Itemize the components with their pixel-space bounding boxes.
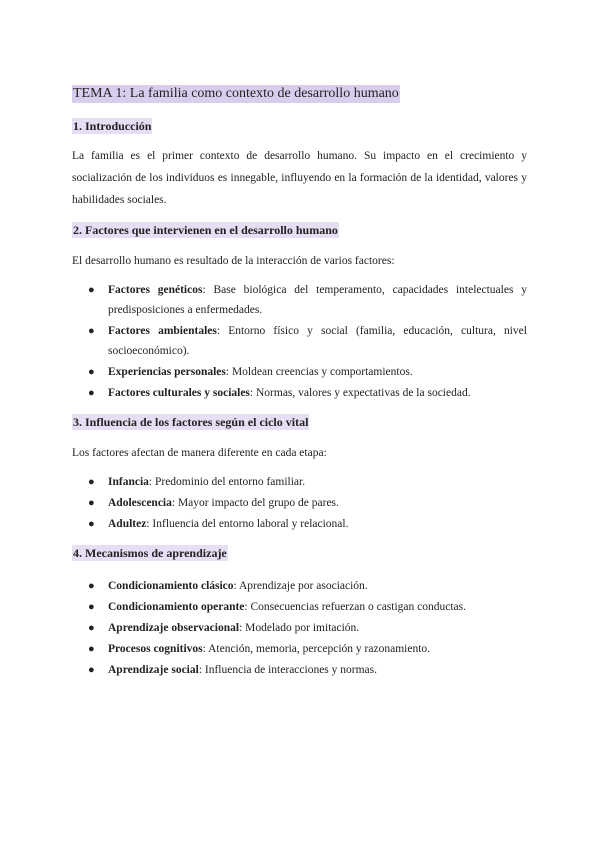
list-item-term: Adolescencia bbox=[108, 497, 172, 509]
document-content bbox=[72, 84, 527, 681]
list-item-text: : Moldean creencias y comportamientos. bbox=[225, 366, 413, 378]
bullet-icon: ● bbox=[88, 387, 95, 399]
section-heading-factores: 2. Factores que intervienen en el desarrollo humano bbox=[73, 223, 338, 237]
section-paragraph: El desarrollo humano es resultado de la interacción de varios factores: bbox=[72, 255, 395, 267]
bullet-icon: ● bbox=[88, 325, 95, 337]
section-heading-mecanismos: 4. Mecanismos de aprendizaje bbox=[73, 546, 227, 560]
list-item bbox=[72, 660, 527, 680]
list-item-term: Condicionamiento clásico bbox=[108, 580, 234, 592]
list-item bbox=[72, 383, 527, 403]
list-item bbox=[72, 618, 527, 638]
list-item-term: Factores genéticos bbox=[108, 284, 203, 296]
list-item bbox=[72, 321, 527, 361]
list-item-term: Aprendizaje social bbox=[108, 664, 199, 676]
list-item-term: Factores culturales y sociales bbox=[108, 387, 250, 399]
list-item-text: : Normas, valores y expectativas de la sociedad. bbox=[249, 387, 471, 399]
bullet-icon: ● bbox=[88, 497, 95, 509]
bullet-icon: ● bbox=[88, 664, 95, 676]
list-item-term: Experiencias personales bbox=[108, 366, 226, 378]
list-item-text: : Base biológica del temperamento, capacidades intelectuales y predisposiciones a enfermedades. bbox=[108, 284, 527, 316]
list-item bbox=[72, 576, 527, 596]
bullet-icon: ● bbox=[88, 580, 95, 592]
section-heading-introduccion: 1. Introducción bbox=[73, 119, 152, 133]
bullet-icon: ● bbox=[88, 601, 95, 613]
list-item-term: Procesos cognitivos bbox=[108, 643, 203, 655]
list-item-text: : Aprendizaje por asociación. bbox=[233, 580, 368, 592]
list-item-term: Factores ambientales bbox=[108, 325, 217, 337]
list-item-text: : Entorno físico y social (familia, educación, cultura, nivel socioeconómico). bbox=[108, 325, 527, 357]
bullet-icon: ● bbox=[88, 366, 95, 378]
section-paragraph: La familia es el primer contexto de desarrollo humano. Su impacto en el crecimiento y socialización de los individuos es innegable, influyendo en la formación de la identidad, valores y habilidades sociales. bbox=[72, 150, 527, 206]
list-item-term: Condicionamiento operante bbox=[108, 601, 245, 613]
list-item bbox=[72, 472, 527, 492]
list-item-text: : Consecuencias refuerzan o castigan conductas. bbox=[244, 601, 467, 613]
list-item-text: : Atención, memoria, percepción y razonamiento. bbox=[202, 643, 431, 655]
list-item bbox=[72, 493, 527, 513]
section-paragraph: Los factores afectan de manera diferente en cada etapa: bbox=[72, 447, 327, 459]
list-item-term: Aprendizaje observacional bbox=[108, 622, 240, 634]
bullet-icon: ● bbox=[88, 476, 95, 488]
list-item-text: : Modelado por imitación. bbox=[239, 622, 360, 634]
section-heading-ciclo-vital: 3. Influencia de los factores según el ciclo vital bbox=[73, 415, 309, 429]
document-title: TEMA 1: La familia como contexto de desarrollo humano bbox=[73, 86, 399, 101]
bullet-icon: ● bbox=[88, 643, 95, 655]
list-item bbox=[72, 514, 527, 534]
list-item bbox=[72, 362, 527, 382]
list-item-text: : Influencia del entorno laboral y relacional. bbox=[146, 518, 349, 530]
list-item bbox=[72, 639, 527, 659]
bullet-list-mecanismos bbox=[72, 576, 527, 680]
list-item bbox=[72, 280, 527, 320]
bullet-icon: ● bbox=[88, 518, 95, 530]
list-item-term: Infancia bbox=[108, 476, 149, 488]
list-item-text: : Mayor impacto del grupo de pares. bbox=[171, 497, 339, 509]
list-item-term: Adultez bbox=[108, 518, 147, 530]
list-item-text: : Predominio del entorno familiar. bbox=[148, 476, 306, 488]
bullet-list-ciclo-vital bbox=[72, 472, 527, 534]
bullet-icon: ● bbox=[88, 622, 95, 634]
bullet-list-factores bbox=[72, 280, 527, 403]
list-item bbox=[72, 597, 527, 617]
list-item-text: : Influencia de interacciones y normas. bbox=[198, 664, 378, 676]
bullet-icon: ● bbox=[88, 284, 95, 296]
